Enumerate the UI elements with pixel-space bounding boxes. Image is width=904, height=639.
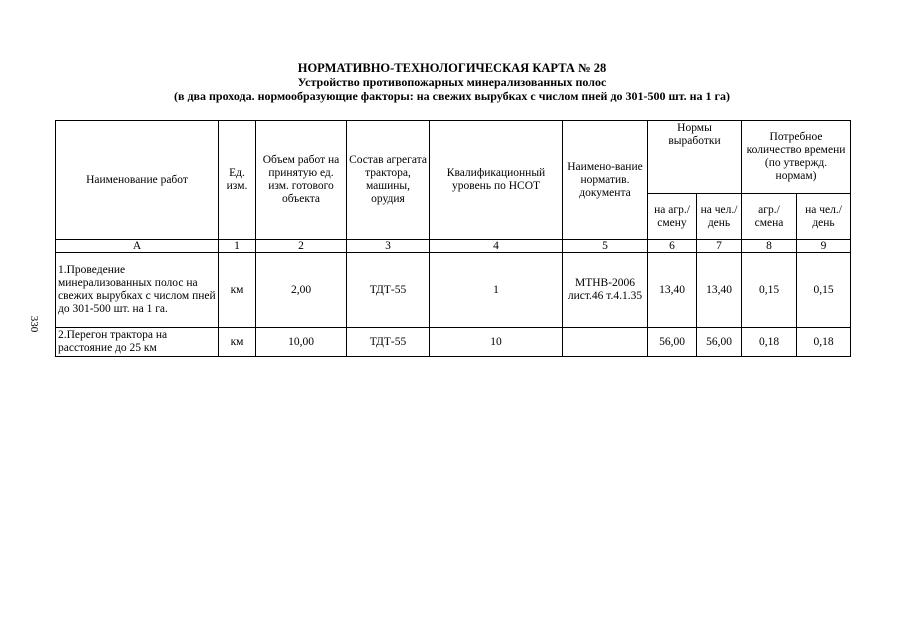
column-index: 1 — [219, 240, 256, 253]
composition-cell: ТДТ-55 — [347, 328, 430, 357]
header-volume: Объем работ на принятую ед. изм. готового объекта — [256, 121, 347, 240]
norm-agr-cell: 13,40 — [648, 253, 697, 328]
column-index: 2 — [256, 240, 347, 253]
volume-cell: 2,00 — [256, 253, 347, 328]
time-person-cell: 0,15 — [797, 253, 851, 328]
norm-person-cell: 56,00 — [697, 328, 742, 357]
header-work-name: Наименование работ — [56, 121, 219, 240]
document-title: НОРМАТИВНО-ТЕХНОЛОГИЧЕСКАЯ КАРТА № 28 — [297, 61, 607, 75]
time-agr-cell: 0,18 — [742, 328, 797, 357]
unit-cell: км — [219, 253, 256, 328]
column-index: 4 — [430, 240, 563, 253]
column-index: А — [56, 240, 219, 253]
table-row — [56, 253, 851, 328]
column-index: 5 — [563, 240, 648, 253]
header-composition: Состав агрегата трактора, машины, орудия — [347, 121, 430, 240]
document-conditions: (в два прохода. нормообразующие факторы: на свежих вырубках с числом пней до 301-500 шт. на 1 га) — [173, 89, 730, 103]
norms-table — [55, 120, 851, 357]
header-norm-agr: на агр./ смену — [648, 194, 697, 240]
column-index-row — [56, 240, 851, 253]
document-cell: МТНВ-2006 лист.46 т.4.1.35 — [563, 253, 648, 328]
document-title-block — [0, 61, 904, 103]
page-number: 330 — [28, 315, 40, 333]
column-index: 6 — [648, 240, 697, 253]
qualification-cell: 1 — [430, 253, 563, 328]
header-qualification: Квалификационный уровень по НСОТ — [430, 121, 563, 240]
header-row — [56, 121, 851, 194]
work-name-cell: 2.Перегон трактора на расстояние до 25 км — [56, 328, 219, 357]
volume-cell: 10,00 — [256, 328, 347, 357]
header-norm-person: на чел./ день — [697, 194, 742, 240]
column-index: 8 — [742, 240, 797, 253]
work-name-cell: 1.Проведение минерализованных полос на свежих вырубках с числом пней до 301-500 шт. на 1 га. — [56, 253, 219, 328]
time-agr-cell: 0,15 — [742, 253, 797, 328]
column-index: 3 — [347, 240, 430, 253]
header-norms: Нормы выработки — [648, 121, 742, 194]
document-cell — [563, 328, 648, 357]
norm-agr-cell: 56,00 — [648, 328, 697, 357]
composition-cell: ТДТ-55 — [347, 253, 430, 328]
header-time-person: на чел./ день — [797, 194, 851, 240]
unit-cell: км — [219, 328, 256, 357]
header-time-agr: агр./ смена — [742, 194, 797, 240]
time-person-cell: 0,18 — [797, 328, 851, 357]
column-index: 7 — [697, 240, 742, 253]
column-index: 9 — [797, 240, 851, 253]
header-unit: Ед. изм. — [219, 121, 256, 240]
document-subtitle: Устройство противопожарных минерализованных полос — [297, 75, 607, 89]
table-row — [56, 328, 851, 357]
header-document: Наимено-вание норматив. документа — [563, 121, 648, 240]
header-time: Потребное количество времени (по утвержд. нормам) — [742, 121, 851, 194]
norm-person-cell: 13,40 — [697, 253, 742, 328]
qualification-cell: 10 — [430, 328, 563, 357]
